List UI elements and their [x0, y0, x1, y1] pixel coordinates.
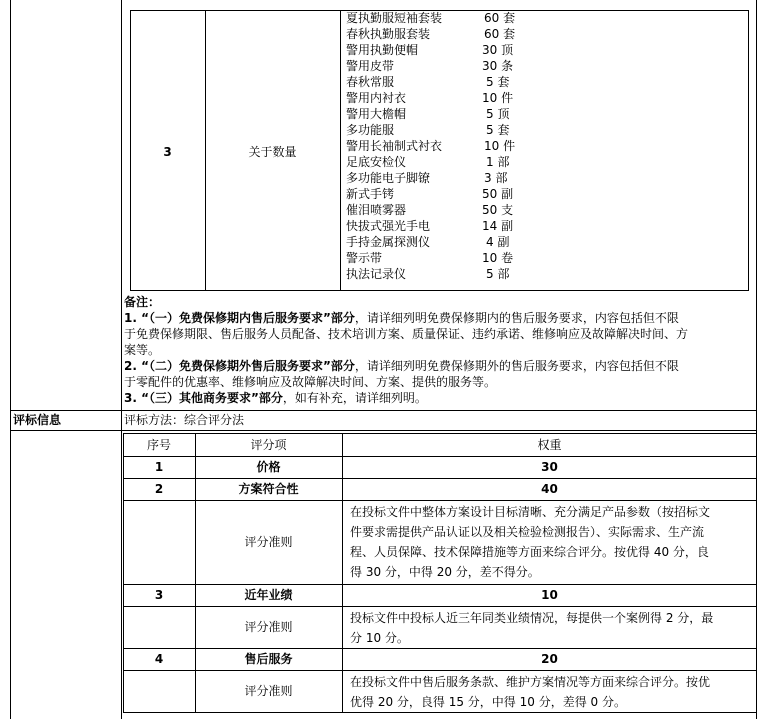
note-2 [124, 358, 679, 374]
goods-qty: 5 套 [486, 75, 510, 89]
goods-qty: 50 支 [482, 203, 514, 217]
row-item: 近年业绩 [244, 588, 293, 602]
criteria-line: 分 10 分。 [350, 631, 409, 645]
criteria-line: 程、人员保障、技术保障措施等方面来综合评分。按优得 40 分，良 [350, 545, 709, 559]
goods-name: 警示带 [346, 251, 383, 265]
note-text: 于免费保修期限、售后服务人员配备、技术培训方案、质量保证、违约承诺、维修响应及故障解决时间、方 [124, 327, 689, 341]
row-no: 4 [154, 652, 164, 666]
criteria-line: 优得 20 分，良得 15 分，中得 10 分，差得 0 分。 [350, 695, 626, 709]
goods-name: 新式手铐 [346, 187, 395, 201]
row-weight: 10 [541, 588, 558, 602]
note-3 [124, 390, 427, 406]
criteria-line: 投标文件中投标人近三年同类业绩情况，每提供一个案例得 2 分，最 [350, 611, 714, 625]
note-text: ，如有补充，请详细列明。 [282, 391, 427, 405]
header-weight: 权重 [537, 438, 562, 452]
row-item: 方案符合性 [238, 482, 299, 496]
note-heading: “（三）其他商务要求”部分 [141, 391, 283, 405]
note-heading: “（一）免费保修期内售后服务要求”部分 [141, 311, 355, 325]
note-text: ，请详细列明免费保修期外的售后服务要求，内容包括但不限 [354, 359, 679, 373]
note-number: 2. [124, 359, 142, 373]
goods-qty: 10 件 [484, 139, 516, 153]
goods-name: 警用内衬衣 [346, 91, 407, 105]
row-weight: 40 [541, 482, 558, 496]
goods-name: 多功能电子脚镣 [346, 171, 431, 185]
goods-qty: 10 卷 [482, 251, 514, 265]
row-weight: 20 [541, 652, 558, 666]
notes-title: 备注： [124, 295, 161, 309]
goods-qty: 30 顶 [482, 43, 514, 57]
note-text: ，请详细列明免费保修期内的售后服务要求，内容包括但不限 [354, 311, 679, 325]
row-no: 3 [154, 588, 164, 602]
criteria-label: 评分准则 [244, 684, 293, 698]
goods-name: 快拔式强光手电 [346, 219, 431, 233]
goods-name: 警用皮带 [346, 59, 395, 73]
goods-name: 警用执勤便帽 [346, 43, 419, 57]
goods-qty: 30 条 [482, 59, 514, 73]
criteria-text [350, 608, 756, 648]
note-heading: “（二）免费保修期外售后服务要求”部分 [141, 359, 355, 373]
note-text: 于零配件的优惠率、维修响应及故障解决时间、方案、提供的服务等。 [124, 375, 497, 389]
row-item: 售后服务 [244, 652, 293, 666]
note-text: 案等。 [124, 343, 161, 357]
goods-name: 警用大檐帽 [346, 107, 407, 121]
goods-qty: 5 套 [486, 123, 510, 137]
goods-name: 警用长袖制式衬衣 [346, 139, 443, 153]
item-name: 关于数量 [248, 145, 297, 159]
goods-qty: 5 顶 [486, 107, 510, 121]
criteria-line: 件要求需提供产品认证以及相关检验检测报告）、实际需求、生产流 [350, 525, 705, 539]
row-weight: 30 [541, 460, 558, 474]
criteria-label: 评分准则 [244, 620, 293, 634]
goods-qty: 3 部 [484, 171, 508, 185]
criteria-line: 在投标文件中售后服务条款、维护方案情况等方面来综合评分。按优 [350, 675, 711, 689]
note-number: 3. [124, 391, 142, 405]
goods-name: 足底安检仪 [346, 155, 407, 169]
goods-qty: 5 部 [486, 267, 510, 281]
criteria-text [350, 502, 756, 582]
criteria-label: 评分准则 [244, 535, 293, 549]
goods-qty: 50 副 [482, 187, 514, 201]
goods-qty: 14 副 [482, 219, 514, 233]
header-item: 评分项 [250, 438, 287, 452]
goods-name: 手持金属探测仪 [346, 235, 431, 249]
goods-name: 春秋常服 [346, 75, 395, 89]
goods-qty: 60 套 [484, 11, 516, 25]
item-index: 3 [163, 145, 172, 159]
note-number: 1. [124, 311, 142, 325]
goods-qty: 60 套 [484, 27, 516, 41]
criteria-line: 得 30 分，中得 20 分，差不得分。 [350, 565, 540, 579]
goods-qty: 10 件 [482, 91, 514, 105]
goods-qty: 1 部 [486, 155, 510, 169]
goods-name: 多功能服 [346, 123, 395, 137]
goods-name: 春秋执勤服套装 [346, 27, 431, 41]
goods-name: 执法记录仪 [346, 267, 407, 281]
eval-label: 评标信息 [13, 413, 62, 427]
criteria-line: 在投标文件中整体方案设计目标清晰、充分满足产品参数（按招标文 [350, 505, 711, 519]
eval-method: 评标方法：综合评分法 [124, 413, 245, 427]
goods-name: 夏执勤服短袖套装 [346, 11, 443, 25]
note-1 [124, 310, 679, 326]
goods-qty: 4 副 [486, 235, 510, 249]
criteria-text [350, 672, 756, 712]
row-item: 价格 [256, 460, 281, 474]
goods-name: 催泪喷雾器 [346, 203, 407, 217]
row-no: 2 [154, 482, 164, 496]
header-no: 序号 [146, 438, 171, 452]
row-no: 1 [154, 460, 164, 474]
